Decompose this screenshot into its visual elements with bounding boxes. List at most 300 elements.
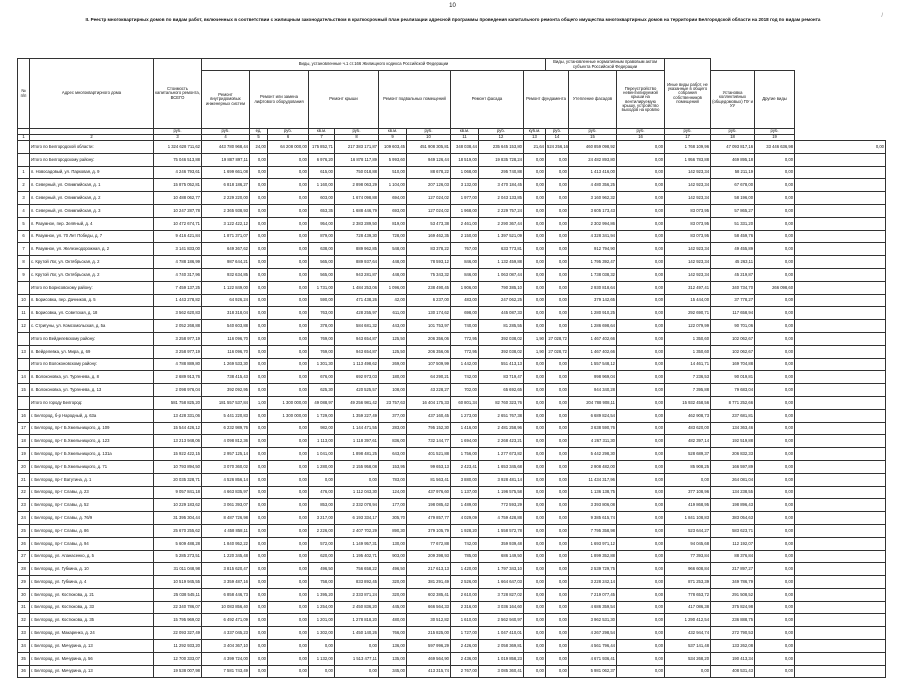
value-cell: 0,00 bbox=[546, 371, 569, 384]
value-cell: 236 888,75 bbox=[711, 614, 755, 627]
table-row bbox=[18, 153, 886, 166]
value-cell: 738 415,43 bbox=[202, 371, 250, 384]
value-cell: 676,00 bbox=[309, 371, 335, 384]
value-cell: 0,00 bbox=[546, 256, 569, 269]
value-cell: 0,00 bbox=[546, 499, 569, 512]
value-cell: 64 290,21 bbox=[407, 371, 451, 384]
value-cell: 795 152,30 bbox=[407, 422, 451, 435]
value-cell: 1 350,60 bbox=[665, 345, 711, 358]
value-cell: 67 678,00 bbox=[711, 179, 755, 192]
value-cell bbox=[795, 460, 886, 473]
value-cell: 116 096,70 bbox=[202, 332, 250, 345]
value-cell: 0,00 bbox=[617, 268, 665, 281]
value-cell: 0,00 bbox=[250, 243, 268, 256]
row-number: 14 bbox=[18, 371, 30, 384]
value-cell: 6 689 824,54 bbox=[569, 409, 617, 422]
value-cell: 142 923,34 bbox=[665, 243, 711, 256]
value-cell: 445 087,33 bbox=[479, 307, 524, 320]
value-cell: 1 269 533,30 bbox=[202, 358, 250, 371]
address-cell: г. Белгород, ул. Губкина, д. 4 bbox=[30, 576, 154, 589]
value-cell: 0,00 bbox=[617, 576, 665, 589]
value-cell: 0,00 bbox=[546, 614, 569, 627]
value-cell: 0,00 bbox=[665, 665, 711, 678]
value-cell: 6 492 471,09 bbox=[202, 614, 250, 627]
value-cell: 1 699 661,08 bbox=[202, 166, 250, 179]
value-cell: 5 285 273,51 bbox=[154, 550, 202, 563]
value-cell: 0,00 bbox=[546, 640, 569, 653]
value-cell: 3 928 481,14 bbox=[479, 473, 524, 486]
value-cell: 0,00 bbox=[524, 358, 546, 371]
table-row bbox=[18, 358, 886, 371]
value-cell: 5 981 062,37 bbox=[569, 665, 617, 678]
value-cell: 83 073,95 bbox=[665, 230, 711, 243]
value-cell: 117 658,94 bbox=[711, 307, 755, 320]
header-colnum: 3 bbox=[154, 135, 202, 141]
value-cell: 42,00 bbox=[379, 294, 407, 307]
value-cell: 1 443 278,82 bbox=[154, 294, 202, 307]
table-row bbox=[18, 563, 886, 576]
header-colnum: 10 bbox=[407, 135, 451, 141]
value-cell bbox=[795, 320, 886, 333]
subtotal-label: Итого по городу Белгород: bbox=[30, 396, 154, 409]
value-cell: 0,00 bbox=[250, 332, 268, 345]
value-cell: 217 383 171,87 bbox=[335, 141, 379, 154]
value-cell: 0,00 bbox=[755, 332, 795, 345]
value-cell: 2 767,00 bbox=[451, 665, 479, 678]
header-unit: руб. bbox=[202, 129, 250, 135]
value-cell bbox=[795, 384, 886, 397]
value-cell: 0,00 bbox=[546, 268, 569, 281]
value-cell: 443 780 968,44 bbox=[202, 141, 250, 154]
value-cell: 0,00 bbox=[250, 652, 268, 665]
value-cell: 217 897,27 bbox=[711, 563, 755, 576]
value-cell: 496,50 bbox=[309, 563, 335, 576]
value-cell: 0,00 bbox=[755, 179, 795, 192]
value-cell: 3 061 393,07 bbox=[202, 499, 250, 512]
value-cell: 1 112 043,30 bbox=[335, 486, 379, 499]
value-cell: 0,00 bbox=[268, 524, 309, 537]
value-cell: 83 378,22 bbox=[407, 243, 451, 256]
value-cell bbox=[795, 371, 886, 384]
value-cell: 0,00 bbox=[617, 358, 665, 371]
header-group-regional: Виды, установленные нормативным правовым актом субъекта Российской Федерации bbox=[546, 59, 665, 71]
value-cell: 2 908 482,00 bbox=[569, 460, 617, 473]
address-cell: с. Крутой Лог, ул. Октябрьская, д. 2 bbox=[30, 256, 154, 269]
value-cell: 615,00 bbox=[309, 166, 335, 179]
value-cell: 1 132,00 bbox=[309, 652, 335, 665]
value-cell bbox=[795, 665, 886, 678]
value-cell: 756 658,22 bbox=[335, 563, 379, 576]
row-number: 13 bbox=[18, 345, 30, 358]
value-cell: 0,00 bbox=[524, 179, 546, 192]
value-cell: 0,00 bbox=[755, 307, 795, 320]
value-cell: 732 144,77 bbox=[407, 435, 451, 448]
value-cell: 785,00 bbox=[451, 550, 479, 563]
value-cell: 420 525,57 bbox=[335, 384, 379, 397]
row-number: 11 bbox=[18, 307, 30, 320]
value-cell: 7 795 358,98 bbox=[569, 524, 617, 537]
address-cell: г. Белгород, пр-т Б.Хмельницкого, д. 71 bbox=[30, 460, 154, 473]
row-number: 29 bbox=[18, 576, 30, 589]
value-cell: 0,00 bbox=[524, 640, 546, 653]
value-cell: 33 446 636,98 bbox=[755, 141, 795, 154]
value-cell: 0,00 bbox=[617, 563, 665, 576]
value-cell: 0,00 bbox=[524, 320, 546, 333]
value-cell: 653,35 bbox=[309, 204, 335, 217]
value-cell: 3 962 531,30 bbox=[569, 614, 617, 627]
value-cell: 88 678,22 bbox=[407, 166, 451, 179]
value-cell: 581 758 825,20 bbox=[154, 396, 202, 409]
row-number bbox=[18, 141, 30, 154]
value-cell: 0,00 bbox=[268, 332, 309, 345]
value-cell: 0,00 bbox=[617, 435, 665, 448]
value-cell: 4 458 858,11 bbox=[202, 524, 250, 537]
address-cell: г. Белгород, пр-т Славы, д. 76/9 bbox=[30, 512, 154, 525]
value-cell: 0,00 bbox=[268, 204, 309, 217]
value-cell: 3 258 977,19 bbox=[154, 345, 202, 358]
value-cell: 949 126,44 bbox=[407, 153, 451, 166]
value-cell: 437 976,60 bbox=[407, 486, 451, 499]
table-row bbox=[18, 435, 886, 448]
row-number: 21 bbox=[18, 473, 30, 486]
header-colnum: 7 bbox=[309, 135, 335, 141]
header-col-3: Ремонт внутридомовых инженерных систем bbox=[202, 71, 250, 129]
value-cell: 1 756,00 bbox=[451, 448, 479, 461]
value-cell: 5 442 298,30 bbox=[569, 448, 617, 461]
value-cell: 0,00 bbox=[755, 473, 795, 486]
value-cell: 169 704,88 bbox=[711, 358, 755, 371]
value-cell: 0,00 bbox=[524, 665, 546, 678]
value-cell bbox=[795, 243, 886, 256]
value-cell: 0,00 bbox=[250, 524, 268, 537]
value-cell: 0,00 bbox=[546, 512, 569, 525]
table-row bbox=[18, 524, 886, 537]
value-cell: 58 459,76 bbox=[711, 230, 755, 243]
value-cell: 21,64 bbox=[524, 141, 546, 154]
address-cell: г. Белгород, ул. Мичурина, д. 13 bbox=[30, 640, 154, 653]
table-row bbox=[18, 640, 886, 653]
value-cell: 192 519,88 bbox=[711, 435, 755, 448]
value-cell: 43 228,27 bbox=[407, 384, 451, 397]
value-cell bbox=[795, 307, 886, 320]
value-cell: 643,00 bbox=[379, 448, 407, 461]
value-cell: 0,00 bbox=[524, 460, 546, 473]
page-number: 10 bbox=[449, 3, 456, 9]
value-cell: 291 508,52 bbox=[711, 588, 755, 601]
value-cell: 175 852,71 bbox=[309, 141, 335, 154]
header-unit: руб. bbox=[617, 129, 665, 135]
value-cell: 0,00 bbox=[755, 153, 795, 166]
value-cell: 2 052 268,88 bbox=[154, 320, 202, 333]
value-cell: 742,00 bbox=[451, 371, 479, 384]
value-cell: 0,00 bbox=[755, 576, 795, 589]
value-cell: 1 731,00 bbox=[309, 281, 335, 294]
value-cell: 206 832,33 bbox=[711, 448, 755, 461]
value-cell: 7 219 077,45 bbox=[569, 588, 617, 601]
value-cell: 740,00 bbox=[451, 320, 479, 333]
value-cell: 0,00 bbox=[546, 460, 569, 473]
header-unit: кв.м. bbox=[451, 129, 479, 135]
value-cell: 20 035 328,71 bbox=[154, 473, 202, 486]
value-cell: 8 487 726,98 bbox=[202, 512, 250, 525]
value-cell: 1 557 548,12 bbox=[569, 358, 617, 371]
value-cell: 0,00 bbox=[268, 665, 309, 678]
value-cell: 1 797 343,10 bbox=[479, 563, 524, 576]
value-cell: 0,00 bbox=[268, 473, 309, 486]
value-cell: 932 634,85 bbox=[202, 268, 250, 281]
value-cell: 565,00 bbox=[309, 268, 335, 281]
row-number: 7 bbox=[18, 243, 30, 256]
value-cell: 1 122 849,00 bbox=[202, 281, 250, 294]
value-cell: 1,00 bbox=[250, 396, 268, 409]
value-cell: 0,00 bbox=[268, 512, 309, 525]
value-cell: 1 301,30 bbox=[309, 358, 335, 371]
value-cell: 890,30 bbox=[379, 524, 407, 537]
value-cell: 0,00 bbox=[546, 627, 569, 640]
value-cell: 49 256 981,42 bbox=[335, 396, 379, 409]
value-cell: 127 024,02 bbox=[407, 192, 451, 205]
value-cell: 82 760 323,76 bbox=[479, 396, 524, 409]
header-unit: кв.м. bbox=[309, 129, 335, 135]
header-colnum: 8 bbox=[335, 135, 379, 141]
value-cell: 0,00 bbox=[546, 665, 569, 678]
value-cell: 0,00 bbox=[250, 665, 268, 678]
value-cell: 0,00 bbox=[268, 281, 309, 294]
address-cell: п. Волоконовка, ул. Тургенева, д. 8 bbox=[30, 371, 154, 384]
table-row bbox=[18, 460, 886, 473]
value-cell: 392 038,02 bbox=[479, 345, 524, 358]
value-cell: 0,00 bbox=[755, 217, 795, 230]
value-cell: 22 093 327,49 bbox=[154, 627, 202, 640]
value-cell: 790 385,10 bbox=[479, 281, 524, 294]
row-number: 32 bbox=[18, 614, 30, 627]
value-cell: 1 558 572,78 bbox=[479, 524, 524, 537]
header-colnum: 2 bbox=[30, 135, 154, 141]
value-cell: 0,00 bbox=[546, 204, 569, 217]
value-cell: 602 385,41 bbox=[407, 588, 451, 601]
value-cell: 479 857,77 bbox=[407, 512, 451, 525]
value-cell: 122 079,99 bbox=[665, 320, 711, 333]
value-cell: 0,00 bbox=[755, 537, 795, 550]
value-cell: 1 113 498,62 bbox=[335, 358, 379, 371]
value-cell: 206 356,06 bbox=[407, 332, 451, 345]
value-cell: 0,00 bbox=[524, 192, 546, 205]
value-cell: 134 238,55 bbox=[711, 486, 755, 499]
value-cell: 10 083 856,40 bbox=[202, 601, 250, 614]
value-cell: 836,00 bbox=[379, 435, 407, 448]
value-cell: 693,00 bbox=[379, 204, 407, 217]
table-row bbox=[18, 486, 886, 499]
table-row bbox=[18, 422, 886, 435]
value-cell: 0,00 bbox=[617, 166, 665, 179]
row-number: 23 bbox=[18, 499, 30, 512]
value-cell: 25 038 545,11 bbox=[154, 588, 202, 601]
value-cell: 1 977,00 bbox=[451, 192, 479, 205]
value-cell: 15 795 969,02 bbox=[154, 614, 202, 627]
table-row bbox=[18, 256, 886, 269]
value-cell: 1,90 bbox=[524, 345, 546, 358]
value-cell: 819,00 bbox=[379, 217, 407, 230]
value-cell: 235 645 153,80 bbox=[479, 141, 524, 154]
value-cell: 0,00 bbox=[755, 294, 795, 307]
header-colnum: 9 bbox=[379, 135, 407, 141]
value-cell: 1 144 471,55 bbox=[335, 422, 379, 435]
value-cell: 3 638 590,76 bbox=[569, 422, 617, 435]
value-cell: 0,00 bbox=[335, 665, 379, 678]
value-cell bbox=[795, 409, 886, 422]
header-col-address: Адрес многоквартирного дома bbox=[30, 59, 154, 129]
value-cell: 198 896,43 bbox=[711, 499, 755, 512]
value-cell: 0,00 bbox=[546, 179, 569, 192]
value-cell: 90 701,06 bbox=[711, 320, 755, 333]
address-cell: г. Белгород, пр-т Славы, д. 94 bbox=[30, 537, 154, 550]
value-cell: 58 211,19 bbox=[711, 166, 755, 179]
value-cell: 3 605 173,43 bbox=[569, 204, 617, 217]
value-cell: 88 376,84 bbox=[711, 550, 755, 563]
value-cell: 0,00 bbox=[268, 294, 309, 307]
value-cell: 3 085 360,41 bbox=[479, 665, 524, 678]
row-number: 26 bbox=[18, 537, 30, 550]
value-cell: 0,00 bbox=[268, 153, 309, 166]
value-cell: 0,00 bbox=[546, 486, 569, 499]
value-cell: 3 160 962,32 bbox=[569, 192, 617, 205]
value-cell bbox=[795, 294, 886, 307]
value-cell: 90 019,81 bbox=[711, 371, 755, 384]
address-cell: г. Белгород, ул. Костюкова, д. 33 bbox=[30, 601, 154, 614]
value-cell: 15 444,00 bbox=[665, 294, 711, 307]
value-cell: 14 461,71 bbox=[665, 358, 711, 371]
address-cell: п. Борисовка, ул. Советская, д. 18 bbox=[30, 307, 154, 320]
table-row bbox=[18, 192, 886, 205]
value-cell: 767,00 bbox=[451, 243, 479, 256]
value-cell: 142 923,34 bbox=[665, 256, 711, 269]
value-cell: 1 484 253,06 bbox=[335, 281, 379, 294]
value-cell: 0,00 bbox=[309, 665, 335, 678]
value-cell: 0,00 bbox=[250, 627, 268, 640]
header-col-6: Ремонт подвальных помещений bbox=[379, 71, 451, 129]
value-cell: 6 193 334,17 bbox=[335, 512, 379, 525]
value-cell: 448,00 bbox=[379, 256, 407, 269]
value-cell: 0,00 bbox=[617, 256, 665, 269]
header-col-11: Установка коллективных (общедомовых) ПУ и УУ bbox=[711, 71, 755, 129]
header-colnum: 19 bbox=[755, 135, 795, 141]
row-number: 15 bbox=[18, 384, 30, 397]
value-cell: 0,00 bbox=[617, 192, 665, 205]
value-cell: 0,00 bbox=[546, 473, 569, 486]
row-number: 1 bbox=[18, 166, 30, 179]
value-cell: 889 962,85 bbox=[335, 243, 379, 256]
value-cell: 889 937,64 bbox=[335, 256, 379, 269]
value-cell: 0,00 bbox=[524, 473, 546, 486]
header-unit: куб.м. bbox=[524, 129, 546, 135]
value-cell bbox=[795, 179, 886, 192]
value-cell: 15 932 458,56 bbox=[665, 396, 711, 409]
table-row bbox=[18, 448, 886, 461]
value-cell: 0,00 bbox=[755, 358, 795, 371]
value-cell: 0,00 bbox=[755, 486, 795, 499]
value-cell: 460 859 098,92 bbox=[569, 141, 617, 154]
table-row bbox=[18, 332, 886, 345]
value-cell: 4 671 936,41 bbox=[569, 652, 617, 665]
row-number: 2 bbox=[18, 179, 30, 192]
value-cell: 1 442,00 bbox=[451, 358, 479, 371]
value-cell: 0,00 bbox=[524, 166, 546, 179]
value-cell bbox=[795, 550, 886, 563]
value-cell bbox=[795, 435, 886, 448]
header-group-federal: Виды, установленные ч.1 ст.166 Жилищного кодекса Российской Федерации bbox=[202, 59, 546, 71]
value-cell: 0,00 bbox=[524, 256, 546, 269]
row-number: 30 bbox=[18, 588, 30, 601]
subtotal-label: Итого по Волоконовскому району: bbox=[30, 358, 154, 371]
value-cell: 0,00 bbox=[617, 640, 665, 653]
value-cell: 4 246 793,61 bbox=[154, 166, 202, 179]
value-cell: 783,00 bbox=[379, 473, 407, 486]
value-cell: 0,00 bbox=[524, 576, 546, 589]
value-cell: 85 908,25 bbox=[665, 460, 711, 473]
table-row bbox=[18, 614, 886, 627]
header-colnum: 18 bbox=[711, 135, 755, 141]
value-cell: 540 603,88 bbox=[202, 320, 250, 333]
value-cell: 0,00 bbox=[268, 422, 309, 435]
value-cell: 0,00 bbox=[755, 371, 795, 384]
value-cell: 853,00 bbox=[309, 499, 335, 512]
value-cell bbox=[795, 345, 886, 358]
table-row bbox=[18, 141, 886, 154]
value-cell: 0,00 bbox=[268, 614, 309, 627]
value-cell: 19 538 007,98 bbox=[154, 665, 202, 678]
value-cell: 0,00 bbox=[755, 192, 795, 205]
value-cell: 1 300 000,00 bbox=[268, 396, 309, 409]
value-cell: 295 740,88 bbox=[479, 166, 524, 179]
value-cell: 0,00 bbox=[250, 217, 268, 230]
value-cell: 443,00 bbox=[379, 320, 407, 333]
value-cell: 2 229 757,24 bbox=[479, 204, 524, 217]
value-cell: 10 472 674,71 bbox=[154, 217, 202, 230]
value-cell: 272 790,53 bbox=[711, 627, 755, 640]
value-cell: 2 957 125,14 bbox=[202, 448, 250, 461]
value-cell: 142 923,34 bbox=[665, 192, 711, 205]
value-cell: 169 462,35 bbox=[407, 230, 451, 243]
value-cell: 177,00 bbox=[379, 499, 407, 512]
value-cell: 611,00 bbox=[379, 307, 407, 320]
value-cell: 772,95 bbox=[451, 345, 479, 358]
value-cell: 0,00 bbox=[524, 563, 546, 576]
value-cell: 0,00 bbox=[524, 217, 546, 230]
value-cell: 101 753,97 bbox=[407, 320, 451, 333]
value-cell: 24 482 893,80 bbox=[569, 153, 617, 166]
value-cell: 0,00 bbox=[546, 524, 569, 537]
value-cell: 349 786,79 bbox=[711, 576, 755, 589]
value-cell: 401 521,88 bbox=[407, 448, 451, 461]
value-cell: 1 104,00 bbox=[379, 179, 407, 192]
value-cell: 47 093 817,16 bbox=[711, 141, 755, 154]
value-cell bbox=[795, 499, 886, 512]
value-cell: 0,00 bbox=[250, 448, 268, 461]
value-cell: 1 277 673,82 bbox=[479, 448, 524, 461]
address-cell: п. Вейделевка, ул. Мира, д. 69 bbox=[30, 345, 154, 358]
value-cell: 0,00 bbox=[524, 499, 546, 512]
value-cell: 0,00 bbox=[755, 256, 795, 269]
value-cell: 312 497,41 bbox=[665, 281, 711, 294]
address-cell: г. Белгород, пр-т Б.Хмельницкого, д. 123 bbox=[30, 435, 154, 448]
value-cell: 1 467 402,66 bbox=[569, 332, 617, 345]
value-cell: 49 088,97 bbox=[309, 396, 335, 409]
value-cell: 0,00 bbox=[309, 640, 335, 653]
value-cell: 0,00 bbox=[268, 627, 309, 640]
table-row bbox=[18, 396, 886, 409]
value-cell: 31 395 304,44 bbox=[154, 512, 202, 525]
value-cell: 81 285,55 bbox=[479, 320, 524, 333]
